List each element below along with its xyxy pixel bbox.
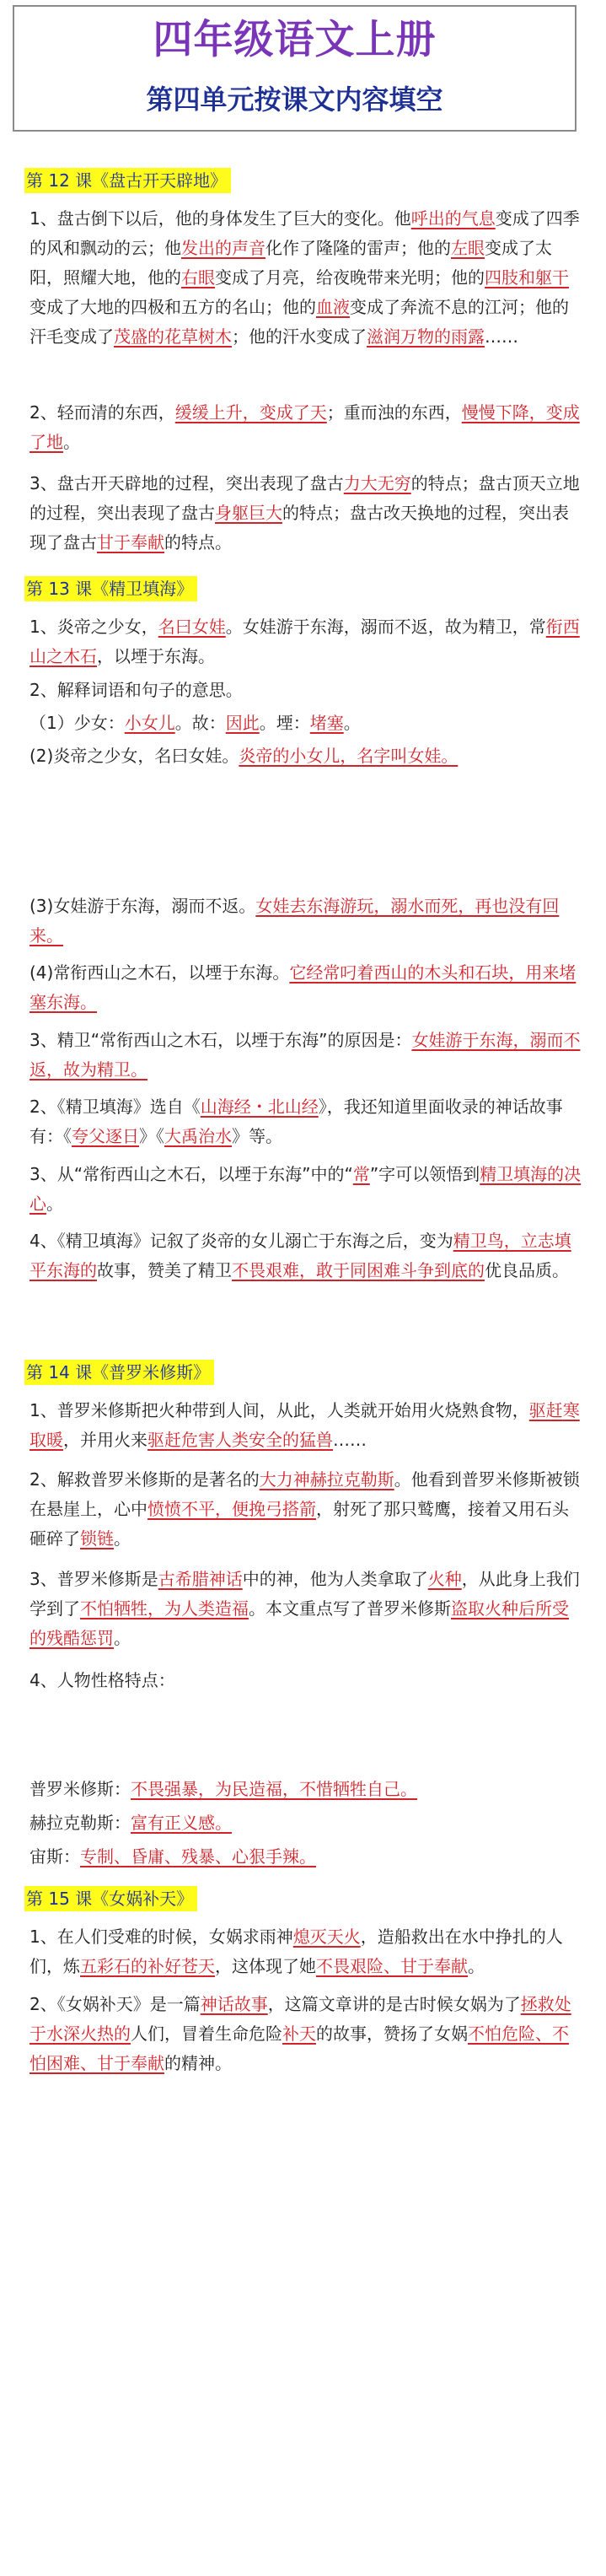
answer: 堵塞 xyxy=(309,713,344,733)
text: 4、《精卫填海》记叙了炎帝的女儿溺亡于东海之后，变为 xyxy=(29,1231,453,1251)
answer: 名曰女娃 xyxy=(158,617,226,637)
answer: 右眼 xyxy=(181,267,215,288)
text: 2、解释词语和句子的意思。 xyxy=(29,680,243,700)
lesson-title: 第 14 课《普罗米修斯》 xyxy=(24,1360,214,1385)
text: 的特点；盘古顶天立地的过程，突出表现了盘古 xyxy=(29,473,580,523)
text: ；他的汗水变成了 xyxy=(232,326,367,347)
text: 。 xyxy=(63,432,80,452)
lesson-title: 第 13 课《精卫填海》 xyxy=(24,576,197,601)
answer: 五彩石的补好苍天 xyxy=(80,1956,215,1976)
page-title: 四年级语文上册 xyxy=(153,17,437,63)
answer: 女娃游于东海，溺而不返，故为精卫。 xyxy=(29,1030,581,1080)
answer: 火种 xyxy=(427,1569,462,1589)
answer: 盗取火种后所受的残酷惩罚 xyxy=(29,1598,569,1648)
text: 变成了太阳，照耀大地，他的 xyxy=(29,238,552,288)
text: 2、轻而清的东西， xyxy=(29,402,175,423)
lesson-title: 第 12 课《盘古开天辟地》 xyxy=(24,168,231,193)
answer: 富有正义感。 xyxy=(131,1813,232,1833)
lesson-title: 第 15 课《女娲补天》 xyxy=(24,1886,197,1911)
answer: 大力神赫拉克勒斯 xyxy=(259,1469,394,1490)
lesson-13-q5 xyxy=(29,1160,582,1219)
answer: 不畏强暴，为民造福，不惜牺牲自己。 xyxy=(131,1779,417,1799)
text: 。 xyxy=(343,713,361,733)
lesson-13-q2-4 xyxy=(29,958,582,1017)
answer: 古希腊神话 xyxy=(158,1569,243,1589)
answer: 不怕危险、不怕困难、甘于奉献 xyxy=(29,2024,569,2073)
lesson-14-q3 xyxy=(29,1565,582,1653)
lesson-12-heading xyxy=(24,168,231,193)
answer: 衔西山之木石 xyxy=(29,617,580,666)
answer: 左眼 xyxy=(451,238,485,258)
text: ；重而浊的东西， xyxy=(326,402,462,423)
text: 变成了四季的风和飘动的云；他 xyxy=(29,208,580,258)
answer: 不畏艰险、甘于奉献 xyxy=(316,1956,468,1976)
text: ，以堙于东海。 xyxy=(97,646,215,666)
answer: 精卫填海的决心 xyxy=(29,1164,582,1214)
text: 3、从“常衔西山之木石，以堙于东海”中的“ xyxy=(29,1164,353,1184)
text: 化作了隆隆的雷声；他的 xyxy=(265,238,451,258)
answer: 锁链 xyxy=(80,1528,114,1549)
lesson-13-q6 xyxy=(29,1226,582,1285)
answer: 熄灭天火 xyxy=(292,1927,361,1947)
lesson-14-q1 xyxy=(29,1396,582,1455)
text: 。 xyxy=(46,1194,63,1214)
text: 优良品质。 xyxy=(485,1260,569,1280)
answer: 因此 xyxy=(225,713,260,733)
answer: 补天 xyxy=(282,2024,316,2044)
text: 变成了奔流不息的江河；他的汗毛变成了 xyxy=(29,297,569,347)
answer: 专制、昏庸、残暴、心狠手辣。 xyxy=(80,1846,316,1867)
text: 故事，赞美了精卫 xyxy=(97,1260,232,1280)
text: ，造船救出在水中挣扎的人们，炼 xyxy=(29,1927,563,1976)
text: 普罗米修斯： xyxy=(29,1779,131,1799)
text: 。女娃游于东海，溺而不返，故为精卫，常 xyxy=(225,617,546,637)
lesson-13-q1 xyxy=(29,612,582,671)
text: 。 xyxy=(114,1528,131,1549)
text: 2、《精卫填海》选自《 xyxy=(29,1097,201,1117)
answer: 驱赶危害人类安全的猛兽 xyxy=(147,1430,333,1450)
text: 的特点；盘古改天换地的过程，突出表现了盘古 xyxy=(29,503,569,552)
text: 》等。 xyxy=(232,1126,282,1146)
text: 变成了月亮，给夜晚带来光明；他的 xyxy=(215,267,485,288)
answer: 女娃去东海游玩，溺水而死，再也没有回来。 xyxy=(29,896,560,946)
text: 4、人物性格特点： xyxy=(29,1670,175,1690)
text: 人们，冒着生命危险 xyxy=(131,2024,282,2044)
lesson-14-q4 xyxy=(29,1666,582,1695)
answer: 驱赶 xyxy=(528,1400,563,1420)
text: 1、普罗米修斯把火种带到人间，从此，人类就开始用火烧熟食物， xyxy=(29,1400,529,1420)
answer: 力大无穷 xyxy=(343,473,411,493)
answer: 血液 xyxy=(316,297,350,317)
text: ，这篇文章讲的是古时候女娲为了 xyxy=(267,1994,521,2014)
answer: 小女儿 xyxy=(124,713,175,733)
answer: 滋润万物的雨露 xyxy=(367,326,485,347)
answer: 缓缓上升，变成了天 xyxy=(174,402,327,423)
text: (4)常衔西山之木石，以堙于东海。 xyxy=(29,962,290,983)
text: (3)女娃游于东海，溺而不返。 xyxy=(29,896,256,916)
lesson-13-q3 xyxy=(29,1026,582,1085)
lesson-14-heracles xyxy=(29,1808,582,1838)
lesson-13-heading xyxy=(24,576,197,601)
text: 3、普罗米修斯是 xyxy=(29,1569,158,1589)
text: 赫拉克勒斯： xyxy=(29,1813,131,1833)
answer: 炎帝的小女儿，名字叫女娃。 xyxy=(239,746,459,766)
text: 1、炎帝之少女， xyxy=(29,617,158,637)
answer: 夸父逐日 xyxy=(72,1126,139,1146)
text: ，从此身上我们学到了 xyxy=(29,1569,580,1619)
text: 。 xyxy=(114,1628,131,1648)
lesson-12-q2 xyxy=(29,398,582,457)
answer: 山海经・北山经 xyxy=(200,1097,319,1117)
text: ，射死了那只鹫鹰，接着又用石头砸碎了 xyxy=(29,1499,569,1549)
text: 宙斯： xyxy=(29,1846,80,1867)
answer: 呼出的气息 xyxy=(410,208,496,229)
text: 。 xyxy=(468,1956,485,1976)
text: 3、盘古开天辟地的过程，突出表现了盘古 xyxy=(29,473,344,493)
text: 。堙： xyxy=(259,713,310,733)
text: 2、《女娲补天》是一篇 xyxy=(29,1994,201,2014)
answer: 神话故事 xyxy=(200,1994,268,2014)
answer: 它经常叼着西山的木头和石块，用来堵塞东海。 xyxy=(29,962,577,1012)
lesson-13-q2-2 xyxy=(29,741,582,771)
answer: 取暖 xyxy=(29,1430,63,1450)
text: 变成了大地的四极和五方的名山；他的 xyxy=(29,297,316,317)
answer: 拯救处于水深火热的 xyxy=(29,1994,571,2044)
answer: 不畏艰难，敢于同困难斗争到底的 xyxy=(232,1260,485,1280)
text: (2)炎帝之少女，名曰女娃。 xyxy=(29,746,239,766)
lesson-12-q1 xyxy=(29,204,582,352)
text: 中的神，他为人类拿取了 xyxy=(242,1569,428,1589)
text: ，这体现了她 xyxy=(215,1956,316,1976)
lesson-14-prometheus xyxy=(29,1775,582,1804)
answer: 慢慢下降，变成了地 xyxy=(29,402,580,452)
answer: 常 xyxy=(352,1164,370,1184)
answer: 精卫鸟，立志填平东海的 xyxy=(29,1231,571,1280)
answer: 甘于奉献 xyxy=(97,532,164,552)
lesson-14-q2 xyxy=(29,1465,582,1554)
text: 1、盘古倒下以后，他的身体发生了巨大的变化。他 xyxy=(29,208,411,229)
lesson-12-q3 xyxy=(29,469,582,558)
text: 2、解救普罗米修斯的是著名的 xyxy=(29,1469,260,1490)
answer: 不怕牺牲，为人类造福 xyxy=(80,1598,249,1619)
answer: 茂盛的花草树木 xyxy=(114,326,232,347)
text: 。故： xyxy=(174,713,226,733)
answer: 四肢和躯干 xyxy=(485,267,569,288)
title-box xyxy=(13,5,577,132)
lesson-14-zeus xyxy=(29,1842,582,1872)
text: 的故事，赞扬了女娲 xyxy=(316,2024,468,2044)
text: ，并用火来 xyxy=(63,1430,147,1450)
answer: 寒 xyxy=(562,1400,580,1420)
lesson-13-q4 xyxy=(29,1092,582,1151)
lesson-15-q1 xyxy=(29,1922,582,1981)
lesson-15-q2 xyxy=(29,1990,582,2078)
page-subtitle: 第四单元按课文内容填空 xyxy=(146,84,443,116)
lesson-13-q2-3 xyxy=(29,892,582,951)
text: 。本文重点写了普罗米修斯 xyxy=(249,1598,451,1619)
text: 3、精卫“常衔西山之木石，以堙于东海”的原因是： xyxy=(29,1030,412,1050)
text: 》，我还知道里面收录的神话故事有：《 xyxy=(29,1097,563,1146)
text: 。他看到普罗米修斯被锁在悬崖上，心中 xyxy=(29,1469,580,1519)
answer: 大禹治水 xyxy=(164,1126,232,1146)
text: ”字可以领悟到 xyxy=(369,1164,480,1184)
answer: 愤愤不平，便挽弓搭箭 xyxy=(147,1499,316,1519)
lesson-14-heading xyxy=(24,1360,214,1385)
lesson-13-q2-1 xyxy=(29,709,582,738)
lesson-13-q2 xyxy=(29,676,582,705)
text: 》《 xyxy=(139,1126,164,1146)
text: …… xyxy=(485,326,518,347)
text: 1、在人们受难的时候，女娲求雨神 xyxy=(29,1927,293,1947)
text: 的精神。 xyxy=(164,2053,232,2073)
text: （1）少女： xyxy=(29,713,125,733)
text: 的特点。 xyxy=(164,532,232,552)
text: …… xyxy=(333,1430,367,1450)
answer: 身躯巨大 xyxy=(215,503,282,523)
answer: 发出的声音 xyxy=(181,238,265,258)
lesson-15-heading xyxy=(24,1886,197,1911)
